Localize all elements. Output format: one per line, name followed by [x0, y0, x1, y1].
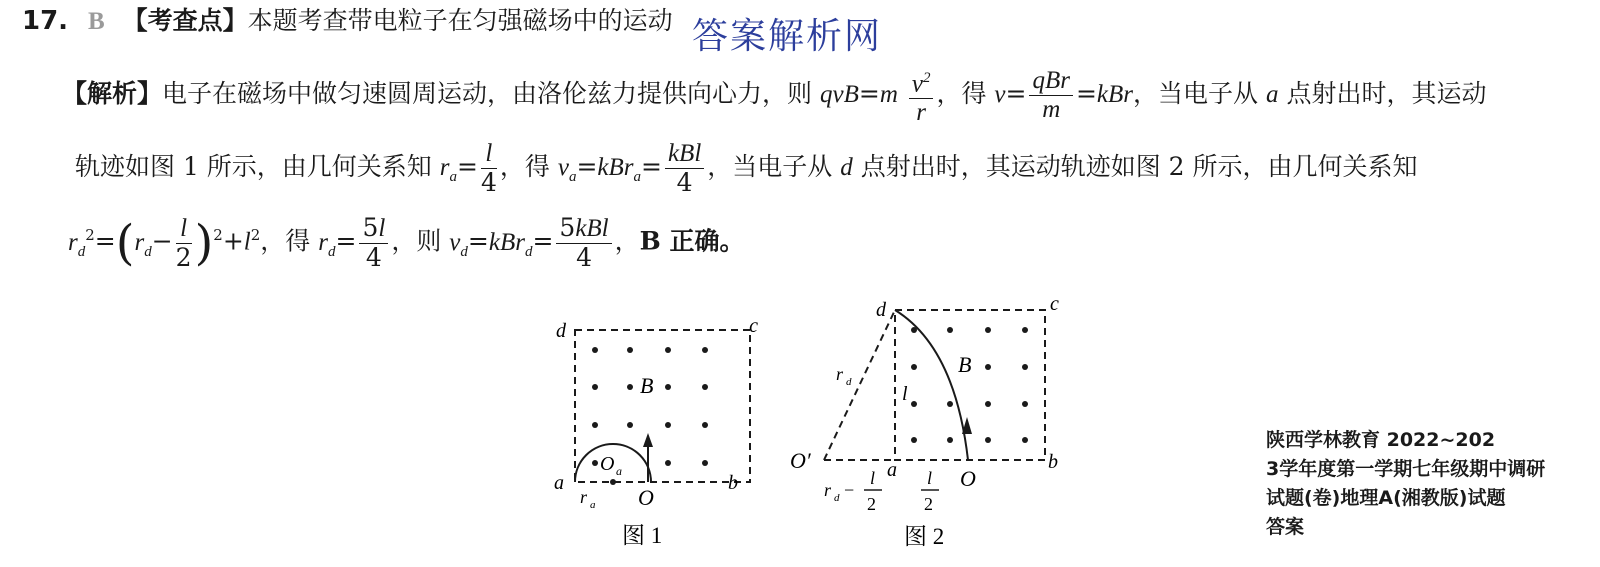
- label-rd-sub: d: [846, 376, 852, 388]
- analysis-line-1: 【解析】电子在磁场中做匀速圆周运动，由洛伦兹力提供向心力，则 qvB=m $\frac{v^2}{r}$ ，得 v= $\frac{\text{qBr}}{m}$ =kBr，当电子从 a 点射出时，其运动: [62, 64, 1486, 127]
- answer-letter-inline: B: [639, 226, 661, 256]
- analysis-text: ，得: [936, 79, 987, 109]
- frac-den-left: 2: [867, 494, 876, 514]
- label-rd: r: [836, 364, 844, 384]
- source-line-1: 陕西学林教育 2022~202: [1266, 429, 1496, 451]
- label-ra: r: [580, 487, 588, 507]
- label-Oa-sub: a: [616, 464, 622, 478]
- analysis-line-2: 轨迹如图 1 所示，由几何关系知 $r_a=$ $\frac{l}{4}$ ，得 $v_a=kBr_a=$ $\frac{\text{kBl}}{4}$ ，当电子从 d 点射出时，其运动轨迹如图 2 所示，由几何关系知: [75, 140, 1418, 197]
- fraction: $\frac{5l}{4}$: [359, 214, 388, 272]
- label-c: c: [749, 315, 758, 337]
- fraction: $\frac{\text{qBr}}{m}$: [1029, 67, 1073, 124]
- field-region: [895, 310, 1045, 460]
- label-c: c: [1050, 293, 1059, 315]
- kaochadian-text: 本题考查带电粒子在匀强磁场中的运动: [247, 6, 673, 35]
- fraction: $\frac{\text{5kBl}}{4}$: [556, 214, 611, 272]
- label-O-prime: O′: [790, 448, 811, 473]
- analysis-text: ，得: [260, 226, 311, 256]
- fraction: $\frac{l}{2}$: [175, 214, 192, 272]
- label-O: O: [960, 466, 976, 491]
- analysis-text: ，得: [499, 152, 550, 181]
- figure-1-caption: 图 1: [622, 523, 663, 548]
- analysis-text: 轨迹如图 1 所示，由几何关系知: [75, 152, 432, 181]
- analysis-text: 点射出时，其运动: [1286, 79, 1487, 109]
- analysis-text: 电子在磁场中做匀速圆周运动，由洛伦兹力提供向心力，则: [162, 79, 813, 109]
- label-bottom-rd: r: [824, 480, 832, 500]
- point-label: a: [1266, 81, 1279, 109]
- label-ra-sub: a: [590, 499, 596, 511]
- kaochadian-label: 【考查点】: [122, 6, 248, 35]
- analysis-text: 正确。: [660, 226, 745, 256]
- label-d: d: [876, 299, 886, 321]
- analysis-label: 【解析】: [62, 79, 163, 109]
- label-field-B: B: [640, 373, 654, 398]
- label-b: b: [1048, 451, 1058, 473]
- label-b: b: [728, 472, 738, 494]
- figure-1: [540, 305, 760, 555]
- label-minus: −: [844, 480, 855, 500]
- point-label: d: [840, 154, 853, 181]
- analysis-text: 点射出时，其运动轨迹如图 2 所示，由几何关系知: [860, 152, 1418, 181]
- label-Oa: O: [600, 453, 615, 475]
- frac-num-right: l: [927, 468, 933, 488]
- watermark-text: 答案解析网: [692, 16, 883, 57]
- analysis-text: ，: [614, 226, 640, 256]
- answer-letter: B: [88, 8, 105, 35]
- frac-num-left: l: [870, 468, 876, 488]
- label-O: O: [638, 485, 654, 510]
- label-a: a: [554, 472, 564, 494]
- figure-2-caption: 图 2: [904, 524, 945, 549]
- label-bottom-rd-sub: d: [834, 492, 840, 504]
- radius-line: [824, 310, 895, 460]
- arrow-head: [643, 433, 653, 447]
- fraction: $\frac{\text{kBl}}{4}$: [665, 140, 704, 197]
- analysis-text: ，则: [391, 226, 442, 256]
- question-number: 17.: [22, 6, 69, 36]
- label-l: l: [902, 383, 908, 405]
- analysis-text: ，当电子从: [1133, 79, 1259, 109]
- fraction: $\frac{l}{4}$: [480, 140, 497, 197]
- source-line-4: 答案: [1266, 516, 1305, 538]
- source-info-block: [1266, 426, 1545, 542]
- source-line-3: 试题(卷)地理A(湘教版)试题: [1266, 487, 1506, 509]
- analysis-text: ，当电子从: [707, 152, 833, 181]
- figure-2: [790, 292, 1090, 554]
- question-header: [22, 6, 673, 37]
- analysis-line-3: $r_d^2=(r_d-$ $\frac{l}{2}$ )$^2+l^2$，得 $r_d=$ $\frac{5l}{4}$ ，则 $v_d=kBr_d=$ $\frac{\text{5kBl}}{4}$ ，B 正确。: [68, 213, 745, 272]
- label-a: a: [887, 459, 897, 481]
- label-d: d: [556, 320, 566, 342]
- frac-den-right: 2: [924, 494, 933, 514]
- source-line-2: 3学年度第一学期七年级期中调研: [1266, 458, 1546, 480]
- fraction: $\frac{v^2}{r}$: [909, 64, 934, 127]
- label-field-B: B: [958, 352, 972, 377]
